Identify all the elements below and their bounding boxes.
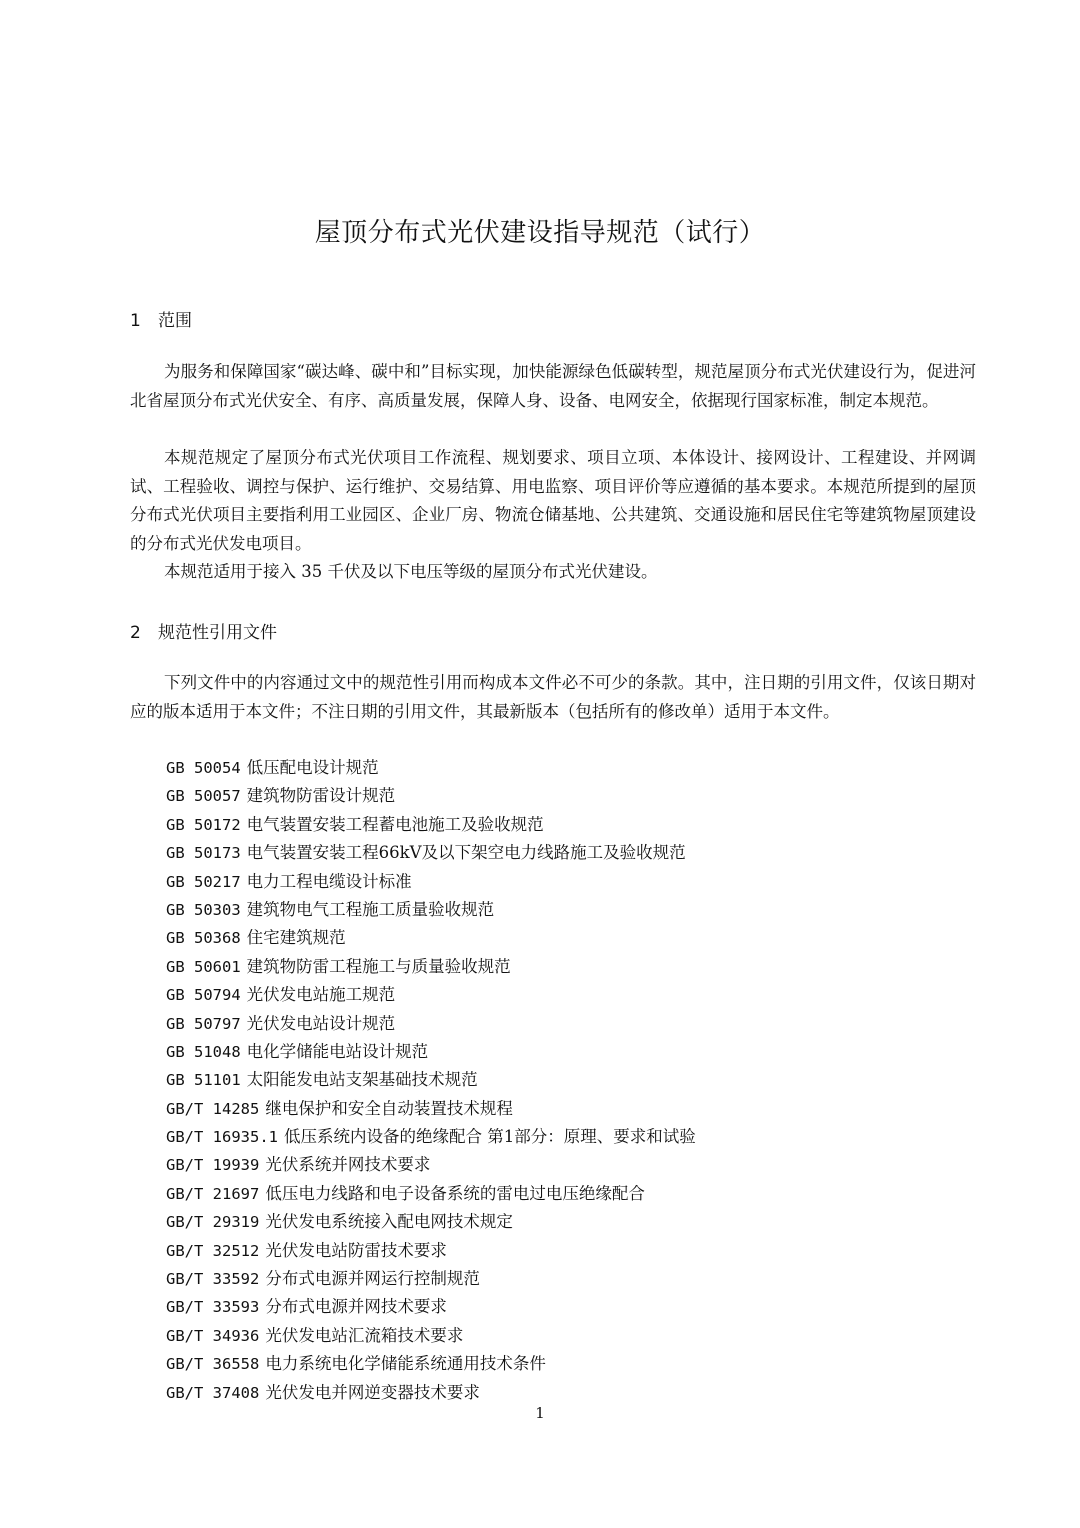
list-item [166, 839, 696, 867]
standard-name: 光伏系统并网技术要求 [265, 1155, 431, 1175]
list-item [166, 1293, 696, 1321]
standard-name: 分布式电源并网运行控制规范 [265, 1269, 480, 1289]
standard-code: GB 51048 [166, 1042, 241, 1061]
standard-code: GB 50601 [166, 957, 241, 976]
list-item [166, 1066, 696, 1094]
standard-name: 建筑物防雷设计规范 [246, 786, 396, 806]
list-item [166, 1095, 696, 1123]
standard-code: GB/T 14285 [166, 1099, 260, 1118]
list-item [166, 868, 696, 896]
standard-code: GB 50303 [166, 900, 241, 919]
standard-code: GB 50797 [166, 1014, 241, 1033]
standard-name: 光伏发电站汇流箱技术要求 [265, 1325, 464, 1345]
list-item [166, 1265, 696, 1293]
standard-code: GB 50217 [166, 872, 241, 891]
standard-code: GB/T 21697 [166, 1184, 260, 1203]
section-title: 范围 [158, 311, 192, 331]
list-item [166, 953, 696, 981]
standard-code: GB/T 29319 [166, 1213, 260, 1232]
standard-code: GB 51101 [166, 1071, 241, 1090]
list-item [166, 1010, 696, 1038]
standard-code: GB/T 37408 [166, 1383, 260, 1402]
standard-code: GB/T 36558 [166, 1355, 260, 1374]
standard-code: GB/T 33592 [166, 1270, 260, 1289]
standard-name: 继电保护和安全自动装置技术规程 [265, 1098, 513, 1118]
standard-code: GB/T 33593 [166, 1298, 260, 1317]
page-number: 1 [535, 1404, 545, 1422]
standard-code: GB 50173 [166, 844, 241, 863]
list-item [166, 1379, 696, 1407]
standard-name: 光伏发电站施工规范 [246, 985, 396, 1005]
standard-name: 低压电力线路和电子设备系统的雷电过电压绝缘配合 [265, 1183, 645, 1203]
section-1-paragraph-2: 本规范规定了屋顶分布式光伏项目工作流程、规划要求、项目立项、本体设计、接网设计、工程建设、并网调试、工程验收、调控与保护、运行维护、交易结算、用电监察、项目评价等应遵循的基本要求。本规范所提到的屋顶分布式光伏项目主要指利用工业园区、企业厂房、物流仓储基地、公共建筑、交通设施和居民住宅等建筑物屋顶建设的分布式光伏发电项目。 [130, 448, 976, 553]
list-item [166, 811, 696, 839]
standard-name: 建筑物电气工程施工质量验收规范 [246, 899, 495, 919]
standard-code: GB 50054 [166, 759, 241, 777]
section-1-paragraph-3: 本规范适用于接入 35 千伏及以下电压等级的屋顶分布式光伏建设。 [164, 562, 658, 581]
standard-name: 电气装置安装工程蓄电池施工及验收规范 [246, 814, 544, 834]
list-item [166, 782, 696, 810]
standard-name: 电化学储能电站设计规范 [246, 1041, 429, 1061]
list-item [166, 1237, 696, 1265]
standard-name: 电气装置安装工程66kV及以下架空电力线路施工及验收规范 [246, 843, 686, 863]
section-number: 2 [130, 623, 141, 643]
reference-list [166, 754, 696, 1407]
list-item [166, 981, 696, 1009]
list-item [166, 754, 696, 782]
standard-code: GB 50057 [166, 787, 241, 806]
standard-name: 太阳能发电站支架基础技术规范 [246, 1070, 478, 1090]
standard-name: 光伏发电站防雷技术要求 [265, 1240, 447, 1260]
list-item [166, 1208, 696, 1236]
section-1-paragraph-1: 为服务和保障国家“碳达峰、碳中和”目标实现，加快能源绿色低碳转型，规范屋顶分布式光伏建设行为，促进河北省屋顶分布式光伏安全、有序、高质量发展，保障人身、设备、电网安全，依据现行国家标准，制定本规范。 [130, 362, 976, 410]
standard-code: GB 50172 [166, 815, 241, 834]
list-item [166, 924, 696, 952]
standard-code: GB/T 34936 [166, 1326, 260, 1345]
standard-name: 低压系统内设备的绝缘配合 第1部分：原理、要求和试验 [283, 1127, 696, 1147]
standard-code: GB 50368 [166, 929, 241, 948]
section-title: 规范性引用文件 [158, 623, 277, 643]
section-2-paragraph-1: 下列文件中的内容通过文中的规范性引用而构成本文件必不可少的条款。其中，注日期的引用文件，仅该日期对应的版本适用于本文件；不注日期的引用文件，其最新版本（包括所有的修改单）适用于本文件。 [130, 673, 976, 721]
standard-name: 分布式电源并网技术要求 [265, 1297, 447, 1317]
list-item [166, 1322, 696, 1350]
standard-name: 低压配电设计规范 [246, 758, 379, 777]
standard-name: 光伏发电并网逆变器技术要求 [265, 1382, 480, 1402]
standard-code: GB/T 19939 [166, 1156, 260, 1175]
standard-name: 电力系统电化学储能系统通用技术条件 [265, 1354, 546, 1374]
section-2-heading [130, 618, 277, 643]
list-item [166, 1350, 696, 1378]
list-item [166, 1123, 696, 1151]
standard-code: GB 50794 [166, 986, 241, 1005]
document-title: 屋顶分布式光伏建设指导规范（试行） [314, 218, 766, 248]
standard-name: 住宅建筑规范 [246, 928, 346, 948]
standard-name: 建筑物防雷工程施工与质量验收规范 [246, 956, 511, 976]
list-item [166, 1038, 696, 1066]
standard-name: 电力工程电缆设计标准 [246, 871, 412, 891]
standard-code: GB/T 16935.1 [166, 1128, 278, 1147]
list-item [166, 1151, 696, 1179]
standard-name: 光伏发电系统接入配电网技术规定 [265, 1212, 513, 1232]
list-item [166, 1180, 696, 1208]
section-number: 1 [130, 311, 141, 331]
standard-code: GB/T 32512 [166, 1241, 260, 1260]
section-1-heading [130, 306, 192, 331]
standard-name: 光伏发电站设计规范 [246, 1013, 396, 1033]
list-item [166, 896, 696, 924]
